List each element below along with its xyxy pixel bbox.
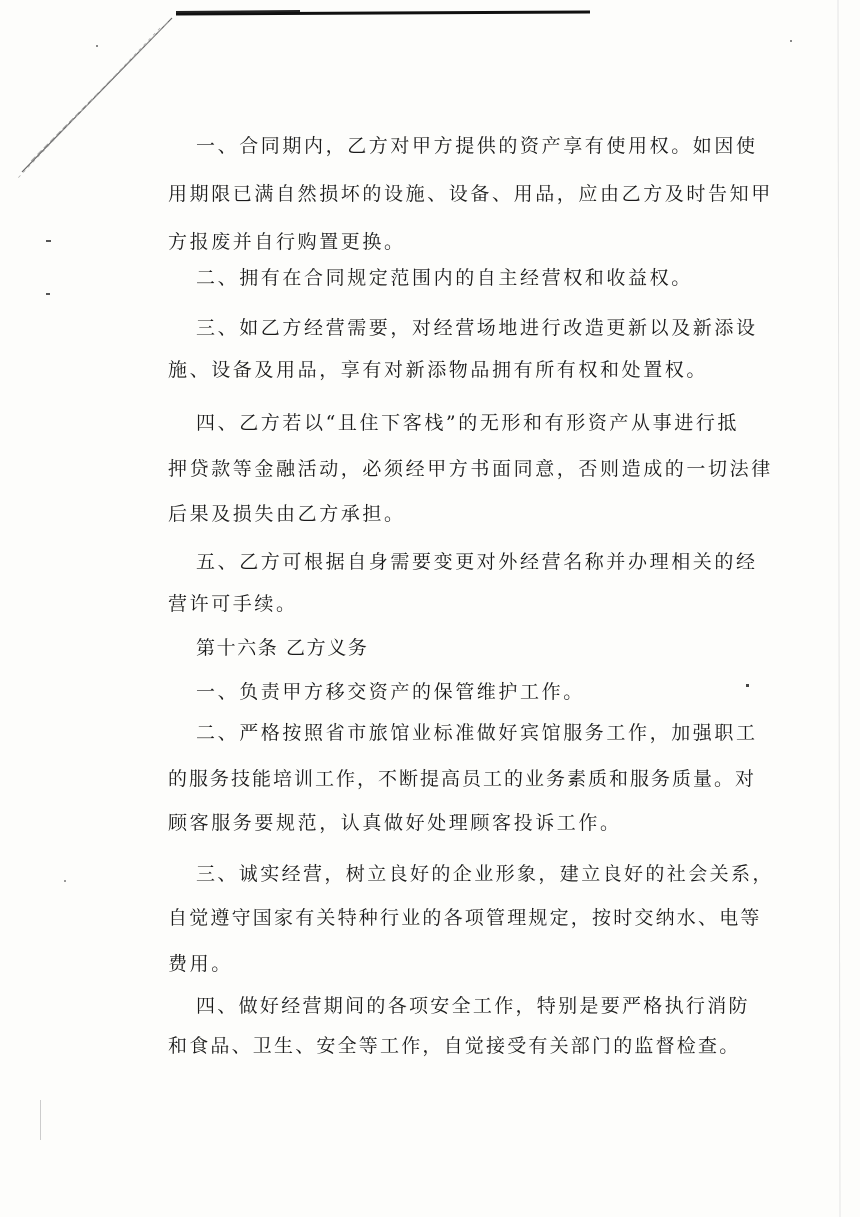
text-line-10: 五、乙方可根据自身需要变更对外经营名称并办理相关的经	[196, 551, 758, 573]
text-line-13: 一、负责甲方移交资产的保管维护工作。	[196, 681, 585, 703]
text-line-15: 的服务技能培训工作，不断提高员工的业务素质和服务质量。对	[168, 768, 757, 790]
text-line-7: 四、乙方若以“且住下客栈”的无形和有形资产从事进行抵	[196, 412, 740, 434]
text-line-14: 二、严格按照省市旅馆业标准做好宾馆服务工作，加强职工	[196, 722, 758, 744]
text-line-9: 后果及损失由乙方承担。	[168, 503, 406, 525]
text-line-16: 顾客服务要规范，认真做好处理顾客投诉工作。	[168, 812, 622, 834]
text-line-1: 一、合同期内，乙方对甲方提供的资产享有使用权。如因使	[196, 135, 758, 157]
text-line-5: 三、如乙方经营需要，对经营场地进行改造更新以及新添设	[196, 317, 758, 339]
text-line-6: 施、设备及用品，享有对新添物品拥有所有权和处置权。	[168, 359, 709, 381]
text-line-2: 用期限已满自然损坏的设施、设备、用品，应由乙方及时告知甲	[168, 183, 773, 205]
section-heading: 第十六条 乙方义务	[196, 637, 369, 659]
text-line-11: 营许可手续。	[168, 593, 298, 615]
text-line-8: 押贷款等金融活动，必须经甲方书面同意，否则造成的一切法律	[168, 458, 773, 480]
text-line-21: 和食品、卫生、安全等工作，自觉接受有关部门的监督检查。	[168, 1035, 741, 1057]
text-line-4: 二、拥有在合同规定范围内的自主经营权和收益权。	[196, 267, 693, 289]
text-line-3: 方报废并自行购置更换。	[168, 231, 406, 253]
text-line-17: 三、诚实经营，树立良好的企业形象，建立良好的社会关系，	[196, 863, 774, 885]
text-line-20: 四、做好经营期间的各项安全工作，特别是要严格执行消防	[196, 995, 750, 1017]
text-line-19: 费用。	[168, 953, 233, 975]
text-line-18: 自觉遵守国家有关特种行业的各项管理规定，按时交纳水、电等	[168, 907, 762, 929]
